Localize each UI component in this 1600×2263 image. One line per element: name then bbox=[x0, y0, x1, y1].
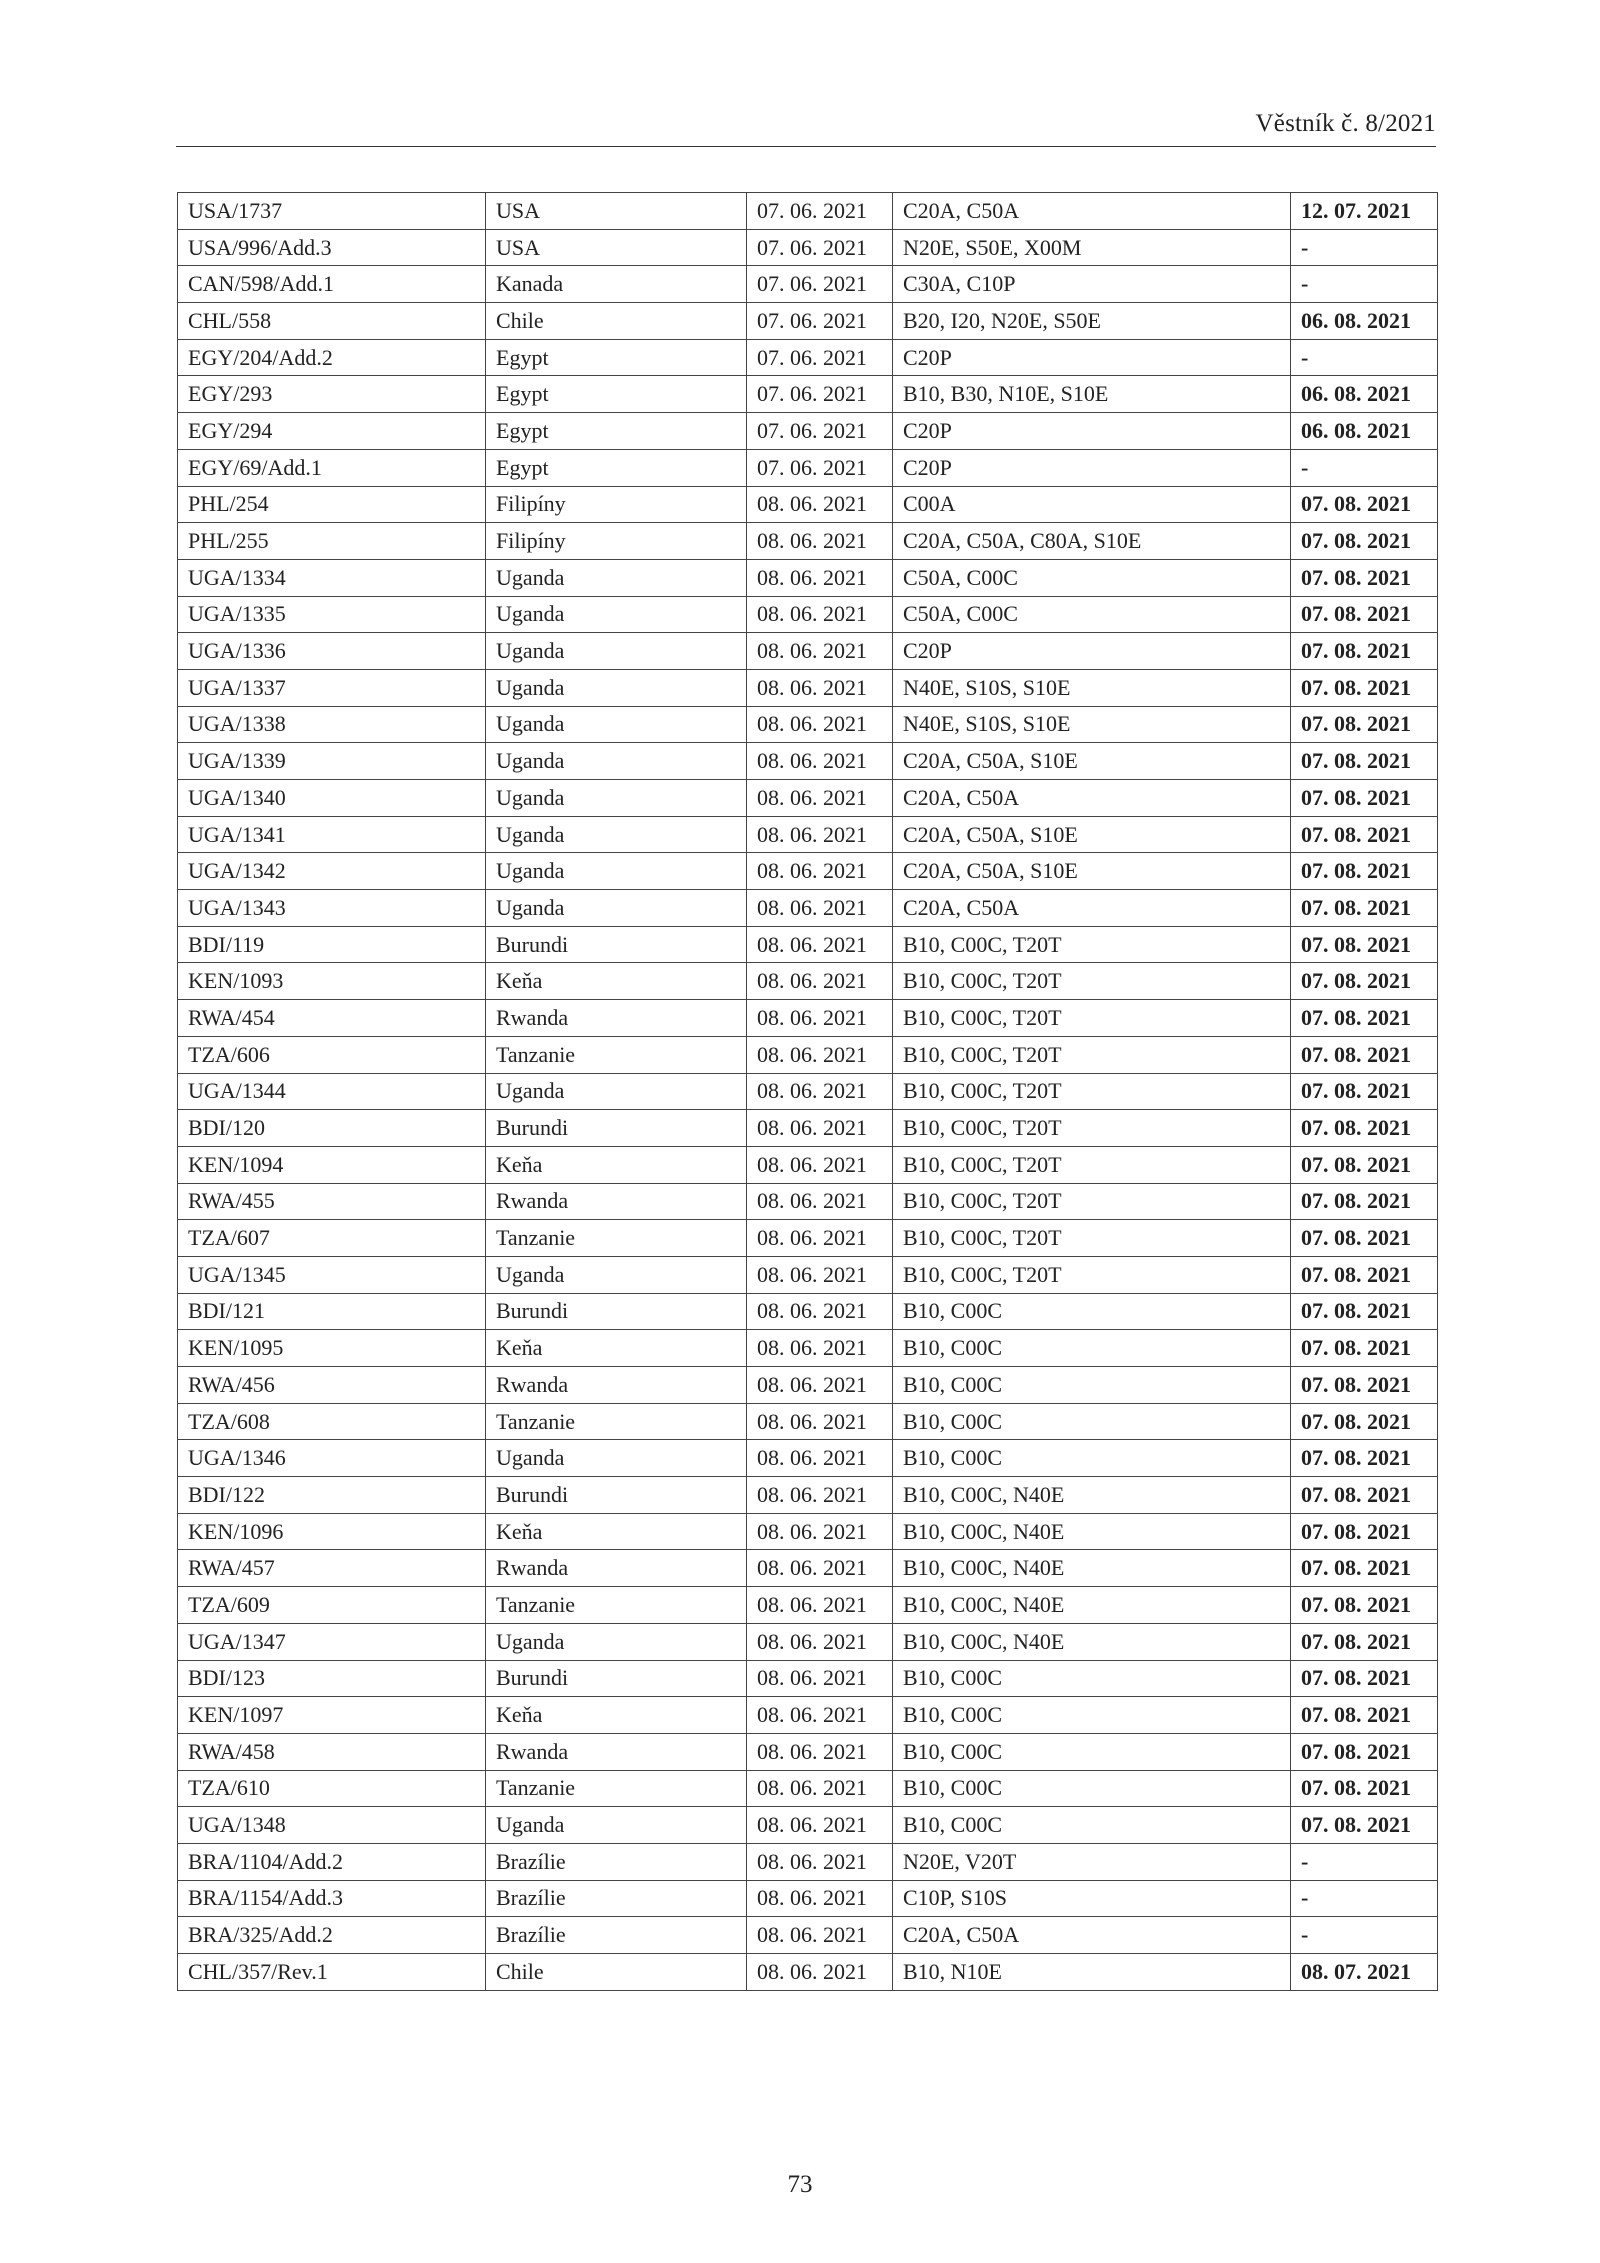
bulletin-title: Věstník č. 8/2021 bbox=[1255, 110, 1436, 137]
cell-notification-code: BDI/119 bbox=[178, 926, 486, 963]
cell-product-codes: B10, C00C bbox=[893, 1697, 1291, 1734]
cell-product-codes: C50A, C00C bbox=[893, 559, 1291, 596]
cell-notification-date: 08. 06. 2021 bbox=[747, 1660, 893, 1697]
cell-product-codes: B10, C00C bbox=[893, 1293, 1291, 1330]
cell-notification-code: UGA/1344 bbox=[178, 1073, 486, 1110]
cell-comment-deadline: 07. 08. 2021 bbox=[1291, 1403, 1438, 1440]
cell-product-codes: B10, C00C, T20T bbox=[893, 926, 1291, 963]
cell-product-codes: B10, C00C bbox=[893, 1770, 1291, 1807]
cell-comment-deadline: 07. 08. 2021 bbox=[1291, 1367, 1438, 1404]
cell-notification-date: 08. 06. 2021 bbox=[747, 1403, 893, 1440]
cell-notification-code: CAN/598/Add.1 bbox=[178, 266, 486, 303]
table-row bbox=[178, 1954, 1438, 1991]
table-row bbox=[178, 559, 1438, 596]
cell-notification-date: 08. 06. 2021 bbox=[747, 926, 893, 963]
cell-product-codes: B10, C00C bbox=[893, 1660, 1291, 1697]
cell-notification-code: BDI/121 bbox=[178, 1293, 486, 1330]
cell-notification-code: KEN/1095 bbox=[178, 1330, 486, 1367]
cell-notification-code: PHL/255 bbox=[178, 523, 486, 560]
cell-notification-date: 08. 06. 2021 bbox=[747, 1954, 893, 1991]
cell-notification-date: 08. 06. 2021 bbox=[747, 1183, 893, 1220]
cell-notification-code: BRA/325/Add.2 bbox=[178, 1917, 486, 1954]
cell-notification-date: 08. 06. 2021 bbox=[747, 1367, 893, 1404]
cell-country: Burundi bbox=[486, 1660, 747, 1697]
table-row bbox=[178, 780, 1438, 817]
page-number: 73 bbox=[787, 2171, 813, 2198]
cell-comment-deadline: - bbox=[1291, 339, 1438, 376]
table-row bbox=[178, 1477, 1438, 1514]
cell-notification-date: 08. 06. 2021 bbox=[747, 1843, 893, 1880]
cell-comment-deadline: - bbox=[1291, 449, 1438, 486]
cell-notification-code: CHL/357/Rev.1 bbox=[178, 1954, 486, 1991]
cell-comment-deadline: 12. 07. 2021 bbox=[1291, 193, 1438, 230]
table-row bbox=[178, 706, 1438, 743]
cell-comment-deadline: 07. 08. 2021 bbox=[1291, 1183, 1438, 1220]
cell-country: Uganda bbox=[486, 633, 747, 670]
cell-notification-date: 07. 06. 2021 bbox=[747, 303, 893, 340]
cell-notification-code: TZA/610 bbox=[178, 1770, 486, 1807]
cell-notification-date: 08. 06. 2021 bbox=[747, 1587, 893, 1624]
cell-notification-date: 08. 06. 2021 bbox=[747, 1293, 893, 1330]
cell-country: Egypt bbox=[486, 413, 747, 450]
cell-notification-date: 07. 06. 2021 bbox=[747, 266, 893, 303]
cell-country: Burundi bbox=[486, 1477, 747, 1514]
cell-comment-deadline: 07. 08. 2021 bbox=[1291, 559, 1438, 596]
cell-comment-deadline: 07. 08. 2021 bbox=[1291, 1807, 1438, 1844]
cell-notification-date: 08. 06. 2021 bbox=[747, 1917, 893, 1954]
cell-comment-deadline: 07. 08. 2021 bbox=[1291, 706, 1438, 743]
cell-country: Brazílie bbox=[486, 1880, 747, 1917]
cell-country: Uganda bbox=[486, 1440, 747, 1477]
cell-comment-deadline: 07. 08. 2021 bbox=[1291, 1000, 1438, 1037]
cell-comment-deadline: 07. 08. 2021 bbox=[1291, 1073, 1438, 1110]
table-row bbox=[178, 303, 1438, 340]
notifications-table-body bbox=[178, 193, 1438, 1991]
cell-country: Filipíny bbox=[486, 486, 747, 523]
cell-comment-deadline: 07. 08. 2021 bbox=[1291, 1146, 1438, 1183]
cell-country: Uganda bbox=[486, 559, 747, 596]
cell-product-codes: N40E, S10S, S10E bbox=[893, 706, 1291, 743]
cell-product-codes: C20A, C50A, S10E bbox=[893, 853, 1291, 890]
cell-product-codes: C20A, C50A bbox=[893, 780, 1291, 817]
cell-product-codes: B20, I20, N20E, S50E bbox=[893, 303, 1291, 340]
cell-country: Uganda bbox=[486, 816, 747, 853]
cell-country: Uganda bbox=[486, 1807, 747, 1844]
cell-notification-date: 08. 06. 2021 bbox=[747, 1550, 893, 1587]
cell-country: Rwanda bbox=[486, 1550, 747, 1587]
cell-country: Uganda bbox=[486, 596, 747, 633]
cell-notification-date: 08. 06. 2021 bbox=[747, 669, 893, 706]
table-row bbox=[178, 1623, 1438, 1660]
cell-product-codes: B10, C00C, N40E bbox=[893, 1623, 1291, 1660]
cell-country: Egypt bbox=[486, 376, 747, 413]
cell-notification-code: EGY/69/Add.1 bbox=[178, 449, 486, 486]
table-row bbox=[178, 413, 1438, 450]
cell-notification-date: 08. 06. 2021 bbox=[747, 963, 893, 1000]
table-row bbox=[178, 1220, 1438, 1257]
cell-country: Rwanda bbox=[486, 1367, 747, 1404]
cell-notification-date: 08. 06. 2021 bbox=[747, 1807, 893, 1844]
cell-comment-deadline: 07. 08. 2021 bbox=[1291, 926, 1438, 963]
cell-country: Uganda bbox=[486, 1256, 747, 1293]
cell-product-codes: C20P bbox=[893, 449, 1291, 486]
cell-comment-deadline: 07. 08. 2021 bbox=[1291, 1330, 1438, 1367]
cell-country: Uganda bbox=[486, 853, 747, 890]
cell-notification-code: UGA/1348 bbox=[178, 1807, 486, 1844]
cell-notification-code: UGA/1340 bbox=[178, 780, 486, 817]
cell-notification-date: 08. 06. 2021 bbox=[747, 486, 893, 523]
cell-comment-deadline: 08. 07. 2021 bbox=[1291, 1954, 1438, 1991]
cell-notification-date: 08. 06. 2021 bbox=[747, 633, 893, 670]
cell-product-codes: C00A bbox=[893, 486, 1291, 523]
cell-country: Egypt bbox=[486, 449, 747, 486]
notifications-table bbox=[177, 192, 1438, 1991]
cell-notification-code: KEN/1094 bbox=[178, 1146, 486, 1183]
cell-notification-code: BDI/123 bbox=[178, 1660, 486, 1697]
cell-comment-deadline: 07. 08. 2021 bbox=[1291, 1513, 1438, 1550]
cell-notification-date: 08. 06. 2021 bbox=[747, 890, 893, 927]
cell-comment-deadline: - bbox=[1291, 1917, 1438, 1954]
table-row bbox=[178, 1367, 1438, 1404]
cell-comment-deadline: 07. 08. 2021 bbox=[1291, 669, 1438, 706]
cell-notification-code: UGA/1343 bbox=[178, 890, 486, 927]
cell-country: USA bbox=[486, 229, 747, 266]
table-row bbox=[178, 266, 1438, 303]
cell-notification-code: USA/1737 bbox=[178, 193, 486, 230]
cell-product-codes: C20A, C50A bbox=[893, 890, 1291, 927]
cell-product-codes: B10, C00C, T20T bbox=[893, 1110, 1291, 1147]
table-row bbox=[178, 1550, 1438, 1587]
cell-product-codes: B10, N10E bbox=[893, 1954, 1291, 1991]
cell-notification-code: UGA/1334 bbox=[178, 559, 486, 596]
cell-product-codes: B10, C00C, T20T bbox=[893, 1073, 1291, 1110]
cell-notification-code: EGY/204/Add.2 bbox=[178, 339, 486, 376]
cell-country: Brazílie bbox=[486, 1843, 747, 1880]
table-row bbox=[178, 743, 1438, 780]
cell-notification-date: 08. 06. 2021 bbox=[747, 1220, 893, 1257]
cell-country: Keňa bbox=[486, 1146, 747, 1183]
cell-comment-deadline: 07. 08. 2021 bbox=[1291, 596, 1438, 633]
cell-notification-date: 08. 06. 2021 bbox=[747, 780, 893, 817]
cell-comment-deadline: 07. 08. 2021 bbox=[1291, 1477, 1438, 1514]
table-row bbox=[178, 1036, 1438, 1073]
cell-product-codes: C20A, C50A, S10E bbox=[893, 743, 1291, 780]
cell-notification-code: UGA/1346 bbox=[178, 1440, 486, 1477]
cell-notification-code: UGA/1338 bbox=[178, 706, 486, 743]
cell-country: Keňa bbox=[486, 1330, 747, 1367]
cell-notification-date: 08. 06. 2021 bbox=[747, 853, 893, 890]
cell-product-codes: C20A, C50A bbox=[893, 193, 1291, 230]
cell-product-codes: B10, C00C, N40E bbox=[893, 1513, 1291, 1550]
table-row bbox=[178, 1733, 1438, 1770]
table-row bbox=[178, 449, 1438, 486]
cell-product-codes: B10, C00C, T20T bbox=[893, 963, 1291, 1000]
cell-comment-deadline: 07. 08. 2021 bbox=[1291, 780, 1438, 817]
cell-notification-code: KEN/1097 bbox=[178, 1697, 486, 1734]
cell-notification-code: UGA/1335 bbox=[178, 596, 486, 633]
cell-product-codes: B10, C00C bbox=[893, 1330, 1291, 1367]
cell-comment-deadline: 07. 08. 2021 bbox=[1291, 486, 1438, 523]
cell-product-codes: C20P bbox=[893, 339, 1291, 376]
cell-notification-code: KEN/1096 bbox=[178, 1513, 486, 1550]
table-row bbox=[178, 1697, 1438, 1734]
cell-notification-date: 08. 06. 2021 bbox=[747, 1440, 893, 1477]
table-row bbox=[178, 669, 1438, 706]
table-row bbox=[178, 1660, 1438, 1697]
cell-notification-code: CHL/558 bbox=[178, 303, 486, 340]
cell-notification-date: 08. 06. 2021 bbox=[747, 1770, 893, 1807]
cell-product-codes: B10, B30, N10E, S10E bbox=[893, 376, 1291, 413]
cell-notification-date: 07. 06. 2021 bbox=[747, 339, 893, 376]
cell-product-codes: B10, C00C, T20T bbox=[893, 1183, 1291, 1220]
cell-notification-date: 07. 06. 2021 bbox=[747, 193, 893, 230]
table-row bbox=[178, 1513, 1438, 1550]
cell-comment-deadline: 07. 08. 2021 bbox=[1291, 1587, 1438, 1624]
cell-product-codes: B10, C00C, T20T bbox=[893, 1036, 1291, 1073]
cell-notification-code: RWA/456 bbox=[178, 1367, 486, 1404]
cell-comment-deadline: 07. 08. 2021 bbox=[1291, 1110, 1438, 1147]
cell-notification-code: BDI/120 bbox=[178, 1110, 486, 1147]
table-row bbox=[178, 1587, 1438, 1624]
cell-notification-date: 08. 06. 2021 bbox=[747, 1036, 893, 1073]
page-header bbox=[176, 110, 1436, 147]
cell-notification-code: UGA/1345 bbox=[178, 1256, 486, 1293]
cell-notification-code: BRA/1154/Add.3 bbox=[178, 1880, 486, 1917]
cell-product-codes: B10, C00C bbox=[893, 1367, 1291, 1404]
table-row bbox=[178, 1146, 1438, 1183]
cell-notification-code: RWA/457 bbox=[178, 1550, 486, 1587]
table-row bbox=[178, 1807, 1438, 1844]
cell-country: Rwanda bbox=[486, 1183, 747, 1220]
cell-notification-code: TZA/606 bbox=[178, 1036, 486, 1073]
cell-notification-code: BRA/1104/Add.2 bbox=[178, 1843, 486, 1880]
cell-notification-date: 07. 06. 2021 bbox=[747, 449, 893, 486]
cell-product-codes: B10, C00C, T20T bbox=[893, 1256, 1291, 1293]
cell-country: Brazílie bbox=[486, 1917, 747, 1954]
cell-country: Burundi bbox=[486, 926, 747, 963]
table-row bbox=[178, 1403, 1438, 1440]
table-row bbox=[178, 193, 1438, 230]
cell-comment-deadline: 07. 08. 2021 bbox=[1291, 1550, 1438, 1587]
cell-country: Keňa bbox=[486, 1513, 747, 1550]
table-row bbox=[178, 523, 1438, 560]
cell-comment-deadline: 07. 08. 2021 bbox=[1291, 633, 1438, 670]
table-row bbox=[178, 1917, 1438, 1954]
table-row bbox=[178, 816, 1438, 853]
cell-notification-code: UGA/1342 bbox=[178, 853, 486, 890]
cell-notification-code: UGA/1341 bbox=[178, 816, 486, 853]
table-row bbox=[178, 1843, 1438, 1880]
cell-product-codes: C20A, C50A, S10E bbox=[893, 816, 1291, 853]
table-row bbox=[178, 1880, 1438, 1917]
cell-country: Uganda bbox=[486, 780, 747, 817]
table-row bbox=[178, 1330, 1438, 1367]
cell-notification-date: 08. 06. 2021 bbox=[747, 1073, 893, 1110]
cell-comment-deadline: - bbox=[1291, 1880, 1438, 1917]
cell-country: Keňa bbox=[486, 1697, 747, 1734]
cell-product-codes: B10, C00C bbox=[893, 1733, 1291, 1770]
cell-notification-date: 08. 06. 2021 bbox=[747, 523, 893, 560]
cell-comment-deadline: 07. 08. 2021 bbox=[1291, 1770, 1438, 1807]
cell-notification-code: RWA/455 bbox=[178, 1183, 486, 1220]
cell-comment-deadline: 06. 08. 2021 bbox=[1291, 376, 1438, 413]
cell-comment-deadline: 07. 08. 2021 bbox=[1291, 1220, 1438, 1257]
cell-notification-date: 07. 06. 2021 bbox=[747, 229, 893, 266]
cell-product-codes: C50A, C00C bbox=[893, 596, 1291, 633]
table-row bbox=[178, 1440, 1438, 1477]
cell-product-codes: B10, C00C, N40E bbox=[893, 1587, 1291, 1624]
cell-notification-date: 08. 06. 2021 bbox=[747, 816, 893, 853]
cell-notification-code: TZA/608 bbox=[178, 1403, 486, 1440]
cell-notification-date: 08. 06. 2021 bbox=[747, 1733, 893, 1770]
table-row bbox=[178, 486, 1438, 523]
cell-comment-deadline: 07. 08. 2021 bbox=[1291, 1660, 1438, 1697]
cell-product-codes: B10, C00C bbox=[893, 1440, 1291, 1477]
cell-notification-date: 07. 06. 2021 bbox=[747, 413, 893, 450]
cell-comment-deadline: 07. 08. 2021 bbox=[1291, 1697, 1438, 1734]
cell-comment-deadline: 07. 08. 2021 bbox=[1291, 816, 1438, 853]
cell-comment-deadline: 07. 08. 2021 bbox=[1291, 1036, 1438, 1073]
cell-comment-deadline: - bbox=[1291, 1843, 1438, 1880]
cell-country: Chile bbox=[486, 1954, 747, 1991]
cell-comment-deadline: 07. 08. 2021 bbox=[1291, 853, 1438, 890]
cell-notification-code: TZA/607 bbox=[178, 1220, 486, 1257]
table-row bbox=[178, 853, 1438, 890]
cell-comment-deadline: 07. 08. 2021 bbox=[1291, 1293, 1438, 1330]
cell-notification-date: 07. 06. 2021 bbox=[747, 376, 893, 413]
cell-notification-date: 08. 06. 2021 bbox=[747, 1000, 893, 1037]
cell-notification-code: USA/996/Add.3 bbox=[178, 229, 486, 266]
cell-notification-date: 08. 06. 2021 bbox=[747, 1330, 893, 1367]
cell-product-codes: N20E, S50E, X00M bbox=[893, 229, 1291, 266]
cell-product-codes: B10, C00C, N40E bbox=[893, 1550, 1291, 1587]
cell-comment-deadline: 07. 08. 2021 bbox=[1291, 523, 1438, 560]
cell-product-codes: B10, C00C, T20T bbox=[893, 1220, 1291, 1257]
cell-comment-deadline: - bbox=[1291, 229, 1438, 266]
table-row bbox=[178, 1256, 1438, 1293]
cell-notification-date: 08. 06. 2021 bbox=[747, 1146, 893, 1183]
table-row bbox=[178, 1073, 1438, 1110]
cell-product-codes: B10, C00C, T20T bbox=[893, 1146, 1291, 1183]
cell-notification-date: 08. 06. 2021 bbox=[747, 743, 893, 780]
cell-notification-code: RWA/458 bbox=[178, 1733, 486, 1770]
cell-notification-date: 08. 06. 2021 bbox=[747, 1110, 893, 1147]
table-row bbox=[178, 1183, 1438, 1220]
cell-notification-code: EGY/294 bbox=[178, 413, 486, 450]
cell-country: Tanzanie bbox=[486, 1036, 747, 1073]
cell-notification-code: UGA/1337 bbox=[178, 669, 486, 706]
cell-notification-date: 08. 06. 2021 bbox=[747, 706, 893, 743]
cell-notification-code: EGY/293 bbox=[178, 376, 486, 413]
cell-country: Uganda bbox=[486, 669, 747, 706]
cell-country: Uganda bbox=[486, 743, 747, 780]
cell-country: Tanzanie bbox=[486, 1587, 747, 1624]
cell-product-codes: C20A, C50A bbox=[893, 1917, 1291, 1954]
cell-comment-deadline: 06. 08. 2021 bbox=[1291, 303, 1438, 340]
table-row bbox=[178, 376, 1438, 413]
cell-comment-deadline: 07. 08. 2021 bbox=[1291, 1733, 1438, 1770]
cell-country: Chile bbox=[486, 303, 747, 340]
cell-country: Tanzanie bbox=[486, 1220, 747, 1257]
table-row bbox=[178, 339, 1438, 376]
table-row bbox=[178, 890, 1438, 927]
cell-country: Kanada bbox=[486, 266, 747, 303]
table-row bbox=[178, 1000, 1438, 1037]
cell-country: Uganda bbox=[486, 890, 747, 927]
cell-notification-code: UGA/1336 bbox=[178, 633, 486, 670]
cell-country: Rwanda bbox=[486, 1000, 747, 1037]
cell-product-codes: N40E, S10S, S10E bbox=[893, 669, 1291, 706]
cell-comment-deadline: 07. 08. 2021 bbox=[1291, 1256, 1438, 1293]
cell-country: Burundi bbox=[486, 1293, 747, 1330]
cell-notification-date: 08. 06. 2021 bbox=[747, 1256, 893, 1293]
cell-product-codes: N20E, V20T bbox=[893, 1843, 1291, 1880]
table-row bbox=[178, 1293, 1438, 1330]
cell-product-codes: C20A, C50A, C80A, S10E bbox=[893, 523, 1291, 560]
cell-notification-date: 08. 06. 2021 bbox=[747, 1880, 893, 1917]
cell-notification-code: KEN/1093 bbox=[178, 963, 486, 1000]
cell-product-codes: C30A, C10P bbox=[893, 266, 1291, 303]
cell-country: Filipíny bbox=[486, 523, 747, 560]
cell-country: Burundi bbox=[486, 1110, 747, 1147]
table-row bbox=[178, 926, 1438, 963]
table-row bbox=[178, 963, 1438, 1000]
cell-comment-deadline: 07. 08. 2021 bbox=[1291, 743, 1438, 780]
cell-comment-deadline: 07. 08. 2021 bbox=[1291, 963, 1438, 1000]
cell-country: Keňa bbox=[486, 963, 747, 1000]
cell-product-codes: C10P, S10S bbox=[893, 1880, 1291, 1917]
cell-notification-code: TZA/609 bbox=[178, 1587, 486, 1624]
cell-comment-deadline: 07. 08. 2021 bbox=[1291, 1623, 1438, 1660]
cell-notification-date: 08. 06. 2021 bbox=[747, 559, 893, 596]
cell-country: Tanzanie bbox=[486, 1403, 747, 1440]
cell-notification-date: 08. 06. 2021 bbox=[747, 1477, 893, 1514]
cell-product-codes: B10, C00C bbox=[893, 1403, 1291, 1440]
cell-comment-deadline: 06. 08. 2021 bbox=[1291, 413, 1438, 450]
cell-comment-deadline: 07. 08. 2021 bbox=[1291, 890, 1438, 927]
cell-notification-code: RWA/454 bbox=[178, 1000, 486, 1037]
cell-country: USA bbox=[486, 193, 747, 230]
cell-country: Egypt bbox=[486, 339, 747, 376]
cell-country: Uganda bbox=[486, 706, 747, 743]
cell-notification-date: 08. 06. 2021 bbox=[747, 1513, 893, 1550]
cell-product-codes: B10, C00C bbox=[893, 1807, 1291, 1844]
cell-notification-date: 08. 06. 2021 bbox=[747, 1623, 893, 1660]
cell-notification-date: 08. 06. 2021 bbox=[747, 1697, 893, 1734]
cell-notification-code: UGA/1339 bbox=[178, 743, 486, 780]
cell-country: Rwanda bbox=[486, 1733, 747, 1770]
cell-country: Tanzanie bbox=[486, 1770, 747, 1807]
cell-comment-deadline: - bbox=[1291, 266, 1438, 303]
cell-notification-code: UGA/1347 bbox=[178, 1623, 486, 1660]
cell-product-codes: B10, C00C, T20T bbox=[893, 1000, 1291, 1037]
cell-country: Uganda bbox=[486, 1623, 747, 1660]
table-row bbox=[178, 596, 1438, 633]
cell-comment-deadline: 07. 08. 2021 bbox=[1291, 1440, 1438, 1477]
cell-notification-code: PHL/254 bbox=[178, 486, 486, 523]
cell-country: Uganda bbox=[486, 1073, 747, 1110]
cell-product-codes: B10, C00C, N40E bbox=[893, 1477, 1291, 1514]
table-row bbox=[178, 633, 1438, 670]
table-row bbox=[178, 1770, 1438, 1807]
table-row bbox=[178, 1110, 1438, 1147]
cell-product-codes: C20P bbox=[893, 633, 1291, 670]
cell-product-codes: C20P bbox=[893, 413, 1291, 450]
cell-notification-date: 08. 06. 2021 bbox=[747, 596, 893, 633]
table-row bbox=[178, 229, 1438, 266]
cell-notification-code: BDI/122 bbox=[178, 1477, 486, 1514]
